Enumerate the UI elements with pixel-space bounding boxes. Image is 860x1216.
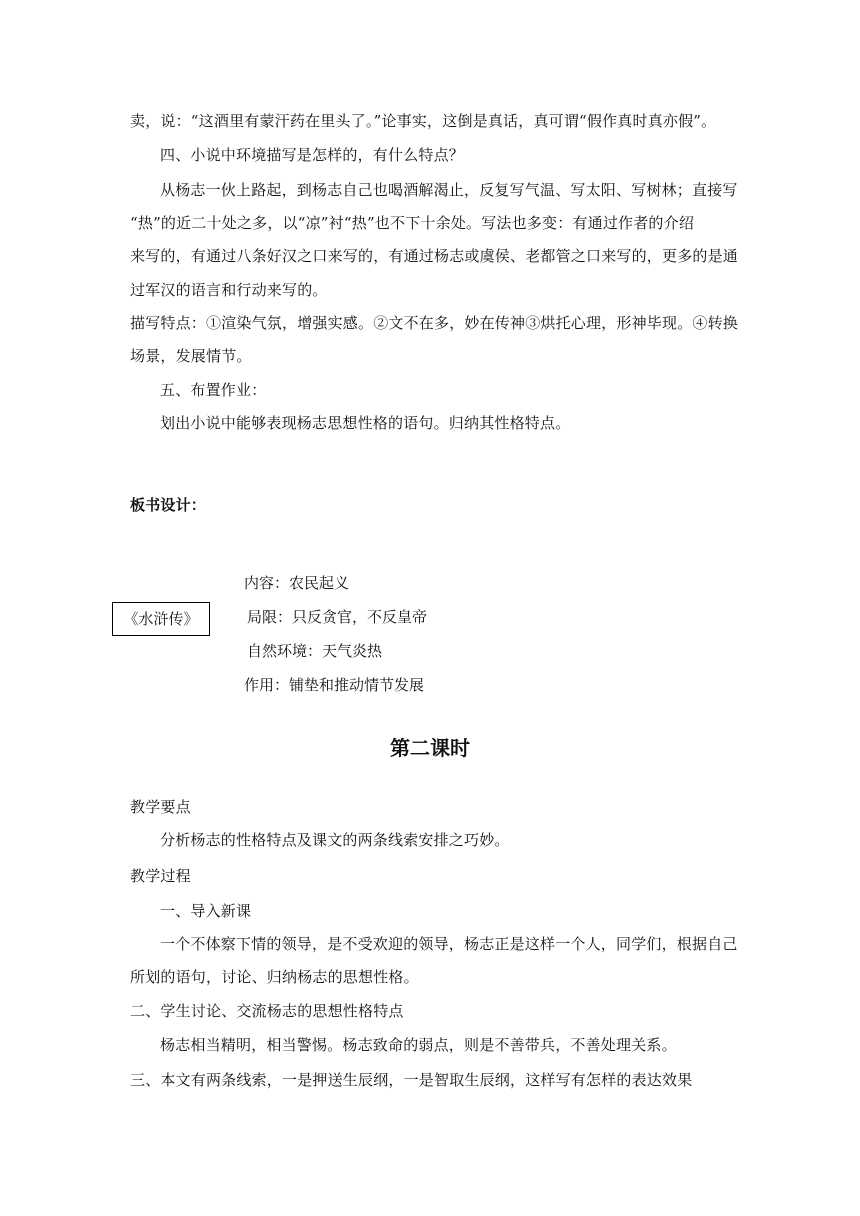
board-item-content: 内容：农民起义 [244,574,350,592]
paragraph-line: 杨志相当精明，相当警惕。杨志致命的弱点，则是不善带兵，不善处理关系。 [160,1036,677,1054]
step-one: 一、导入新课 [160,902,252,920]
paragraph-line: 卖，说：“这酒里有蒙汗药在里头了。”论事实，这倒是真话，真可谓“假作真时真亦假”。 [130,112,717,130]
key-points-label: 教学要点 [130,798,191,816]
paragraph-line: 描写特点：①渲染气氛，增强实感。②文不在多，妙在传神③烘托心理，形神毕现。④转换 [130,314,739,332]
board-item-environment: 自然环境：天气炎热 [247,642,383,660]
board-item-function: 作用：铺垫和推动情节发展 [244,676,425,694]
lesson-two-title: 第二课时 [390,736,470,760]
paragraph-line: 过军汉的语言和行动来写的。 [130,281,328,299]
process-label: 教学过程 [130,867,191,885]
board-design-heading: 板书设计： [130,496,207,514]
board-item-limitation: 局限：只反贪官，不反皇帝 [247,608,428,626]
paragraph-line: 从杨志一伙上路起，到杨志自己也喝酒解渴止，反复写气温、写太阳、写树林；直接写 [160,181,738,199]
question-five: 五、布置作业： [160,381,267,399]
homework-line: 划出小说中能够表现杨志思想性格的语句。归纳其性格特点。 [160,414,571,432]
question-four: 四、小说中环境描写是怎样的，有什么特点？ [160,146,465,164]
step-two: 二、学生讨论、交流杨志的思想性格特点 [130,1002,404,1020]
paragraph-line: 所划的语句，讨论、归纳杨志的思想性格。 [130,968,419,986]
book-title-box: 《水浒传》 [112,602,210,636]
key-points-text: 分析杨志的性格特点及课文的两条线索安排之巧妙。 [160,831,510,849]
paragraph-line: 场景，发展情节。 [130,347,252,365]
step-three: 三、本文有两条线索，一是押送生辰纲，一是智取生辰纲，这样写有怎样的表达效果 [130,1071,693,1089]
paragraph-line: 一个不体察下情的领导，是不受欢迎的领导，杨志正是这样一个人，同学们，根据自己 [160,935,738,953]
paragraph-line: 来写的，有通过八条好汉之口来写的，有通过杨志或虞侯、老都管之口来写的，更多的是通 [130,247,739,265]
paragraph-line: “热”的近二十处之多，以“凉”衬“热”也不下十余处。写法也多变：有通过作者的介绍 [130,214,695,232]
